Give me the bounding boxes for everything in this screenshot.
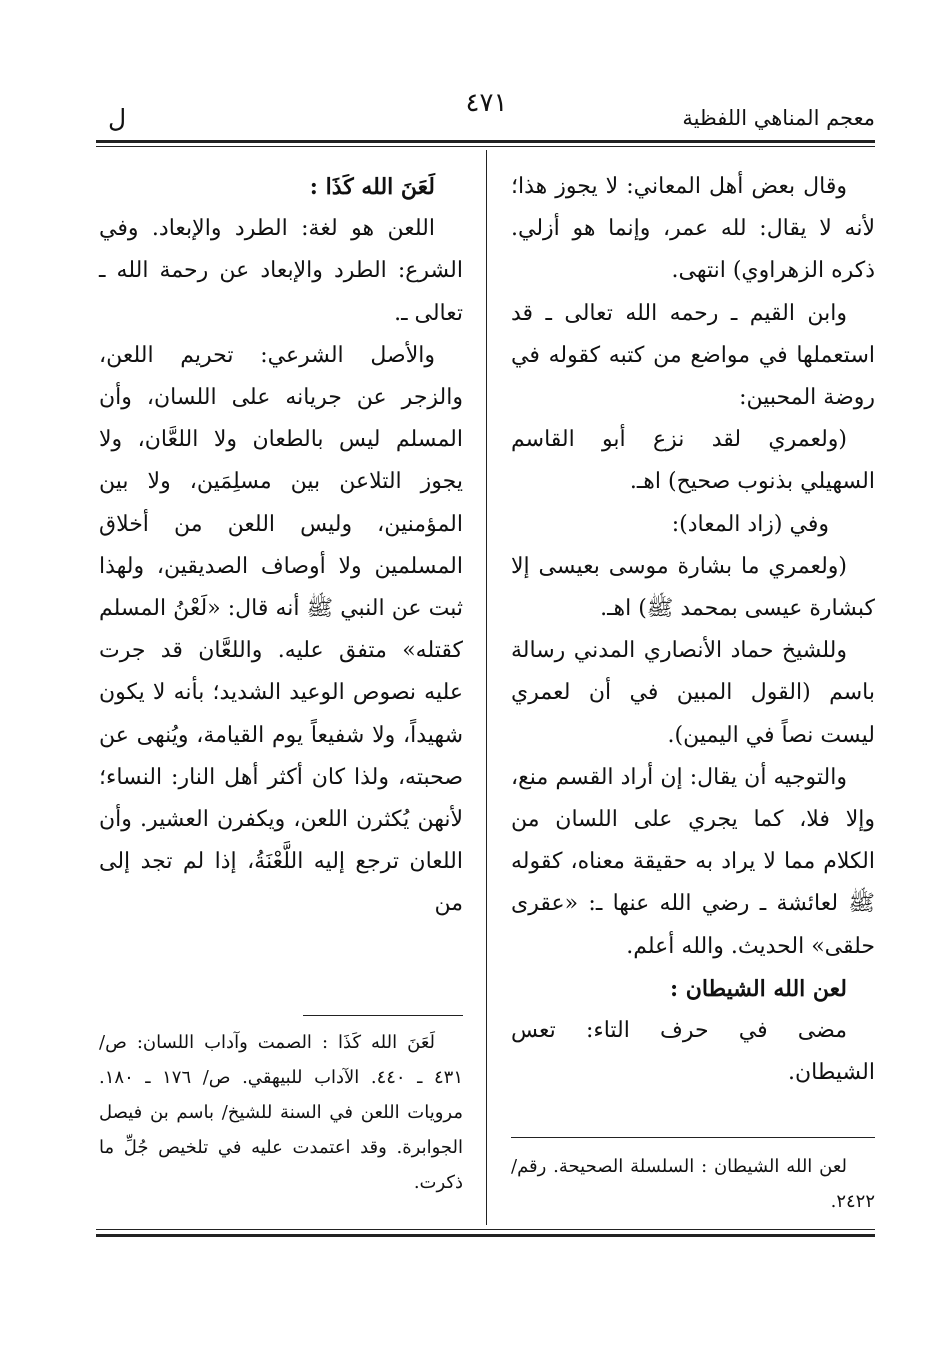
quote-paragraph: (ولعمري لقد نزع أبو القاسم السهيلي بذنوب صحيح) اهـ. xyxy=(511,427,875,495)
paragraph: وللشيخ حماد الأنصاري المدني رسالة باسم (القول المبين في أن لعمري ليست نصاً في اليمين). xyxy=(511,638,875,748)
header-rule-thin xyxy=(96,146,875,147)
paragraph: وفي (زاد المعاد): xyxy=(671,511,829,537)
footnote-rule xyxy=(511,1137,875,1138)
book-title: معجم المناهي اللفظية xyxy=(682,106,875,130)
footnote-right xyxy=(511,1149,875,1219)
footnote-text: لَعَنَ الله كَذَا : الصمت وآداب اللسان: ص/ ٤٣١ ـ ٤٤٠. الآداب للبيهقي. ص/ ١٧٦ ـ ١٨٠. مرويات اللعن في السنة للشيخ/ باسم بن فيصل الجوابرة. وقد اعتمدت عليه في تلخيص جُلِّ ما ذكرت. xyxy=(99,1032,464,1193)
paragraph: والأصل الشرعي: تحريم اللعن، والزجر عن جريانه على اللسان، وأن المسلم ليس بالطعان ولا اللعَّان، ولا يجوز التلاعن بين مسلِمَين، ولا بين المؤمنين، وليس اللعن من أخلاق المسلمين ولا أوصاف الصديقين، ولهذا ثبت عن النبي ﷺ أنه قال: «لَعْنُ المسلم كقتله» متفق عليه. واللعَّان قد جرت عليه نصوص الوعيد الشديد؛ بأنه لا يكون شهيداً، ولا شفيعاً يوم القيامة، ويُنهى عن صحبته، ولذا كان أكثر أهل النار: النساء؛ لأنهن يُكثرن اللعن، ويكفرن العشير. وأن اللعان ترجع إليه اللَّعْنَةُ، إذا لم تجد إلى من xyxy=(99,342,463,917)
entry-heading: لعن الله الشيطان : xyxy=(669,975,847,1002)
footer-rule-thin xyxy=(96,1229,875,1230)
entry-heading: لَعَنَ الله كَذَا : xyxy=(309,174,435,200)
footnote-rule xyxy=(303,1015,463,1016)
paragraph: وقال بعض أهل المعاني: لا يجوز هذا؛ لأنه لا يقال: لله عمر، وإنما هو أزلي. ذكره الزهراوي) انتهى. xyxy=(511,174,875,284)
paragraph: والتوجيه أن يقال: إن أراد القسم منع، وإلا فلا، كما يجري على اللسان من الكلام مما لا يراد به حقيقة معناه، كقوله ﷺ لعائشة ـ رضي الله عنها ـ: «عقرى حلقى» الحديث. والله أعلم. xyxy=(511,764,875,959)
footer-rule-thick xyxy=(96,1234,875,1237)
page-number: ٤٧١ xyxy=(465,88,508,118)
right-column xyxy=(511,166,875,1094)
quote-paragraph: (ولعمري ما بشارة موسى بعيسى إلا كبشارة عيسى بمحمد ﷺ) اهـ. xyxy=(511,553,875,622)
page-header xyxy=(98,88,875,138)
column-divider xyxy=(486,150,487,1225)
left-column xyxy=(99,166,463,926)
section-letter: ل xyxy=(108,104,127,133)
header-rule-thick xyxy=(96,140,875,143)
paragraph: وابن القيم ـ رحمه الله تعالى ـ قد استعملها في مواضع من كتبه كقوله في روضة المحبين: xyxy=(511,300,875,411)
footnote-text: لعن الله الشيطان : السلسلة الصحيحة. رقم/ ٢٤٢٢. xyxy=(511,1156,875,1212)
paragraph: مضى في حرف التاء: تعس الشيطان. xyxy=(511,1018,875,1086)
footnote-left xyxy=(99,1025,463,1200)
paragraph: اللعن هو لغة: الطرد والإبعاد. وفي الشرع: الطرد والإبعاد عن رحمة الله ـ تعالى ـ. xyxy=(99,216,463,326)
